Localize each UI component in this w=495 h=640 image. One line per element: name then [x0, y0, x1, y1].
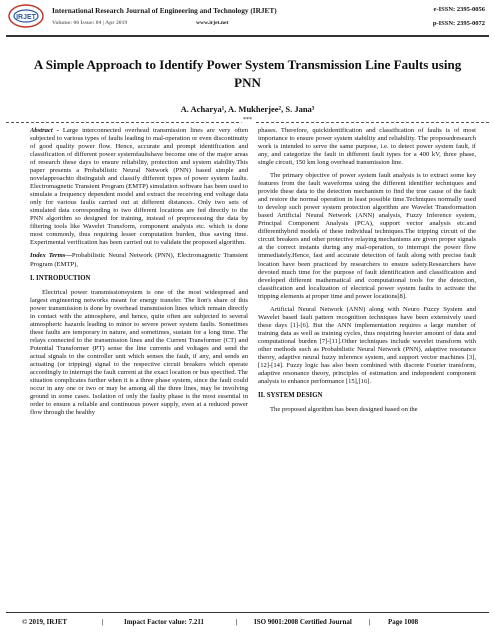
paragraph-1: phases. Therefore, quickidentification and classification of faults is of most importance to ensure power system stability and reliability. The proposedresearch work is intended to serve the same purpose, i.e. to detect power system fault, if any, and categorize the fault in different fault types for a 400 kV, three phase, single circuit, 150 km long overhead transmission line.: [258, 127, 476, 167]
right-column: [258, 127, 476, 609]
abstract: [30, 127, 248, 247]
journal-website[interactable]: www.irjet.net: [196, 20, 229, 26]
section-heading-system-design: II. SYSTEM DESIGN: [258, 391, 323, 399]
page-footer: [0, 616, 495, 630]
footer-divider: |: [102, 618, 104, 626]
section-heading-introduction: I. INTRODUCTION: [30, 274, 91, 282]
footer-iso: ISO 9001:2008 Certified Journal: [254, 618, 352, 626]
paragraph-3: Artificial Neural Network (ANN) along with Neuro Fuzzy System and Wavelet based fault pattern recognition techniques have been extensively used these days [1]-[6]. But the ANN implementation requires a large number of training data as well as training cycles, thus requiring heavier amount of data and computational burden [7]-[11].Other techniques include wavelet transform with other methods such as Probabilistic Neural Network (PNN), adaptive resonance theory, adaptive neural fuzzy inference system, and support vector machines [3], [12]-[14]. Fuzzy logic has also been combined with discrete Fourier transform, adaptive resonance theory, principles of estimation and independent component analysis to enhance performance [15],[16].: [258, 305, 476, 385]
eissn: e-ISSN: 2395-0056: [433, 6, 485, 13]
irjet-logo: [7, 3, 45, 31]
footer-divider: |: [369, 618, 371, 626]
index-terms-text: Probabilistic Neural Network (PNN), Electromagnetic Transient Program (EMTP),: [30, 252, 248, 268]
paper-title: A Simple Approach to Identify Power System Transmission Line Faults using PNN: [33, 57, 462, 90]
footer-copyright: © 2019, IRJET: [22, 618, 68, 626]
footer-rule: [6, 612, 489, 613]
svg-text:IRJET: IRJET: [16, 14, 36, 21]
footer-impact-factor: Impact Factor value: 7.211: [124, 618, 204, 626]
left-column: [30, 127, 248, 609]
pissn: p-ISSN: 2395-0072: [432, 20, 485, 27]
intro-paragraph: Electrical power transmissionsystem is one of the most widespread and largest engineering networks meant for energy transfer. The lion's share of this power transmission is done by overhead transmission lines which remain directly in contact with the atmosphere, and hence, quite often are subjected to several atmospheric hazards leading to minor to severe power system faults. Sometimes these faults are temporary in nature, and sometimes, sustain for a long time. The relays connected to the transmission lines and the Current Transformer (CT) and Potential Transformer (PT) sense the line currents and voltages and send the actual signals to the controller unit which senses the fault, if any, and sends an actuating (or tripping) signal to the respective circuit breakers which operate accordingly to interrupt the fault current at the exact location or bus specified. The situation complicates further when it is a three phase system, since the fault could occur in any one or two or may be among all the three lines, may be involving ground in some cases. Isolation of only the faulty phase is the most essential in order to ensure a reliable and continuous power supply, even at a reduced power flow through the healthy: [30, 288, 248, 417]
volume-issue: Volume: 06 Issue: 04 | Apr 2019: [52, 20, 128, 26]
title-separator: [6, 119, 489, 125]
paragraph-4: The proposed algorithm has been designed based on the: [270, 406, 418, 414]
index-terms: [30, 252, 248, 268]
footer-divider: |: [236, 618, 238, 626]
header-rule: [6, 35, 489, 37]
abstract-text: Large interconnected overhead transmission lines are very often subjected to various types of faults leading to mal-operation or even discontinuity of good quality power flow. Hence, accurate and prompt identification and classification of different power systemfaultshave become one of the major areas of research these days to ensure reliability, protection and system stability.This paper presents a Probabilistic Neural Network (PNN) based simple and novelapproachto distinguish and classify different types of power system faults. Electromagnetic Transient Program (EMTP) simulation software has been used to simulate a frequency dependent model and extract the receiving end voltage data only for various faults carried out at different distances. Only two sets of simulated data corresponding to two different locations are fed directly to the PNN algorithm so designed for training, instead of preprocessing the data by filtering tools like Wavelet Transform, component analysis etc. which is done most commonly, thus requiring lesser computation burden, thus saving time. Experimental verification has been carried out to validate the proposed algorithm.: [30, 127, 248, 247]
separator-stars: ***: [243, 117, 252, 123]
index-terms-label: Index Terms—: [30, 252, 72, 260]
journal-name: International Research Journal of Engineering and Technology (IRJET): [52, 6, 277, 15]
abstract-label: Abstract -: [30, 127, 59, 134]
footer-page-number: Page 1008: [388, 618, 419, 626]
paragraph-2: The primary objective of power system fault analysis is to extract some key features from the fault waveforms using the different identifier techniques and provide these data to the detection mechanism to find the true cause of the fault and restore the normal operation in least possible time.Techniques normally used to develop such power system protection algorithm are Wavelet Transformation based Artificial Neural Network (ANN) analysis, Fuzzy Inference system, Principal Component Analysis (PCA), support vector analysis etc.and differenthybrid models of these individual techniques.The tripping circuit of the circuit breakers and other protective relaying mechanisms are given proper signals at the correct instants during any mal-operation, to interrupt the power flow immediately.Hence, fast and accurate detection of fault along with precise fault location have been practiced by researchers to ensure safety.Researchers have devoted much time for the purpose of fault identification and classification and developed different mathematical and computational tools for the detection, classification and localization of electrical power system faults to activate the tripping elements at proper time and power locations[8].: [258, 172, 476, 300]
journal-header: [0, 0, 495, 40]
paper-authors: A. Acharya¹, A. Mukherjee², S. Jana³: [180, 104, 315, 114]
